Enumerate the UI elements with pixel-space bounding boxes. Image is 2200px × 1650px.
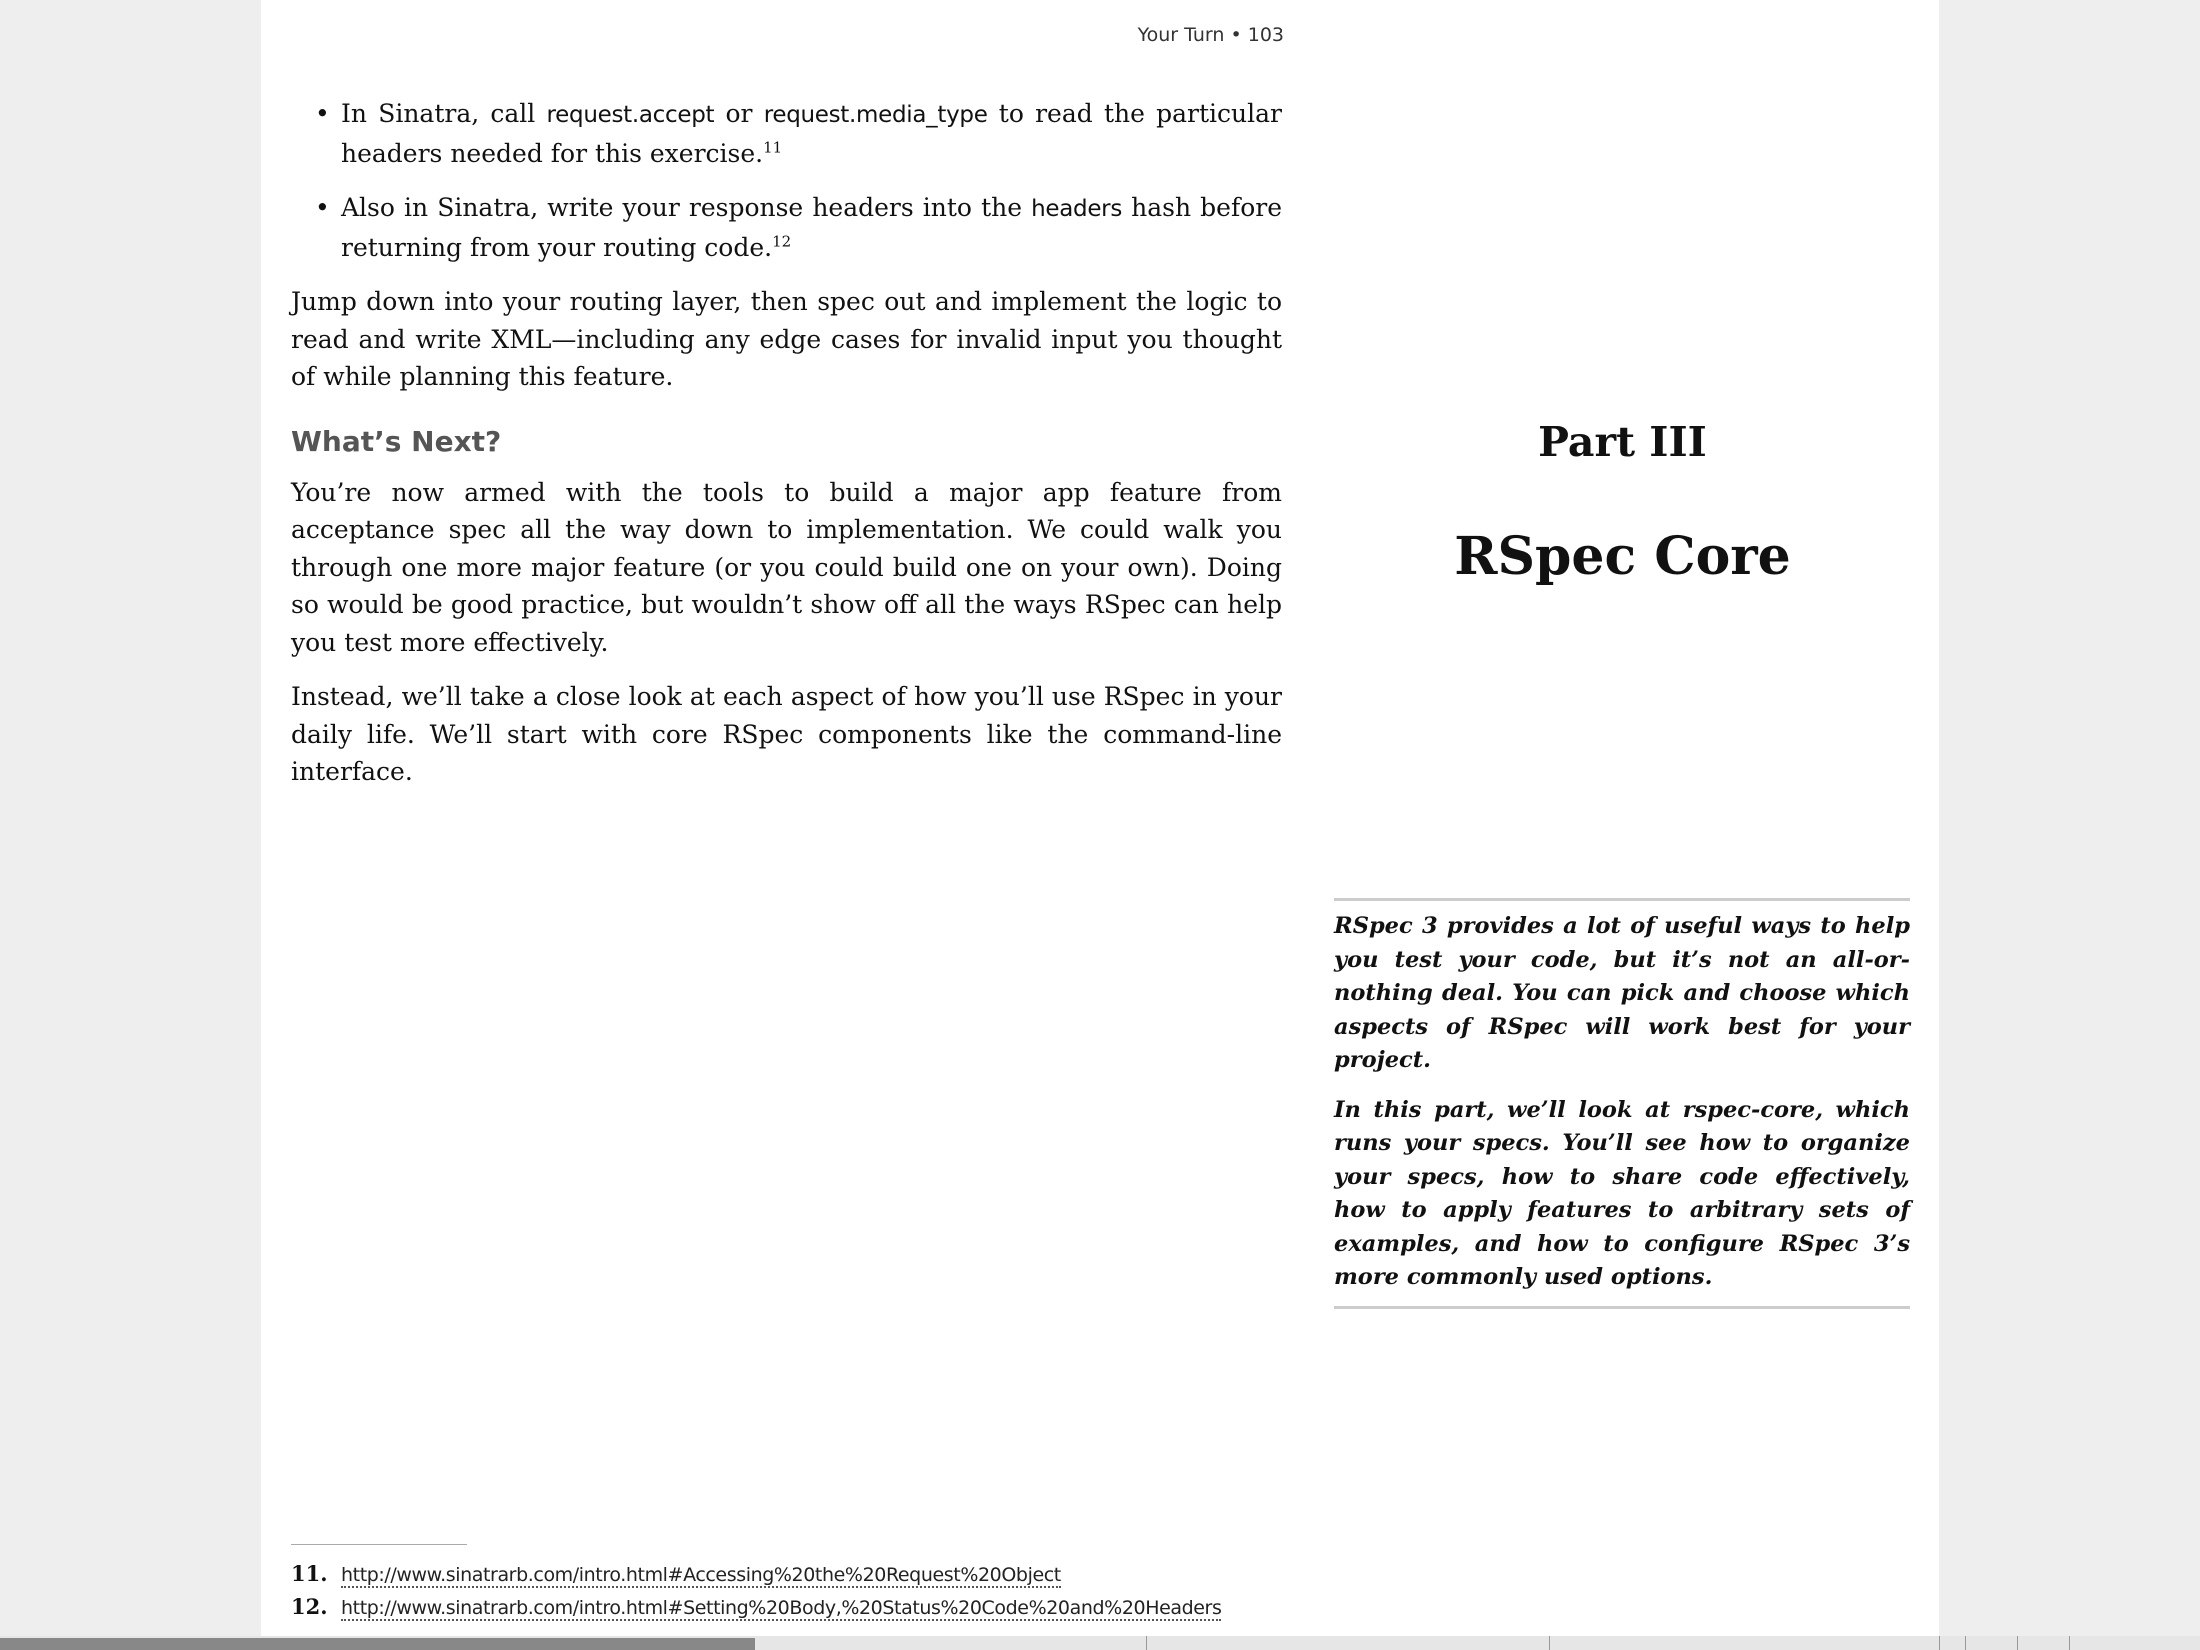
bullet-item (291, 189, 1282, 266)
scroll-tick-mark (2069, 1636, 2070, 1650)
intro-paragraph: RSpec 3 provides a lot of useful ways to help you test your code, but it’s not an all-or-nothing deal. You can pick and choose which aspects of RSpec will work best for your project. (1334, 913, 1910, 1073)
body-paragraph: You’re now armed with the tools to build a major app feature from acceptance spec all the way down to implementation. We could walk you through one more major feature (or you could build one on your own). Doing so would be good practice, but wouldn’t show off all the ways RSpec can help you test more effectively. (291, 477, 1282, 657)
bullet-dot-icon: • (315, 193, 330, 222)
bullet-text: to read the particular headers needed for this exercise. (341, 99, 1282, 168)
bullet-text: hash before returning from your routing code. (341, 193, 1282, 262)
footnote-number: 12. (291, 1594, 328, 1619)
footnote-number: 11. (291, 1561, 328, 1586)
footnote-link[interactable]: http://www.sinatrarb.com/intro.html#Accessing%20the%20Request%20Object (341, 1564, 1061, 1586)
footnote-ref[interactable]: 11 (763, 138, 783, 157)
bullet-dot-icon: • (315, 99, 330, 128)
intro-paragraph: In this part, we’ll look at rspec-core, which runs your specs. You’ll see how to organize your specs, how to share code effectively, how to apply features to arbitrary sets of examples, and how to configure RSpec 3’s more commonly used options. (1334, 1096, 1910, 1290)
scroll-tick-mark (1965, 1636, 1966, 1650)
part-title: RSpec Core (1454, 526, 1791, 587)
inline-code: request.media_type (763, 102, 988, 128)
footnote-item (291, 1591, 1491, 1624)
bullet-text: In Sinatra, call (341, 99, 547, 128)
part-label: Part III (1538, 418, 1707, 466)
scroll-tick-mark (1549, 1636, 1550, 1650)
left-page-body (291, 95, 1282, 808)
footnote-link[interactable]: http://www.sinatrarb.com/intro.html#Setting%20Body,%20Status%20Code%20and%20Headers (341, 1597, 1222, 1619)
scroll-tick-mark (1146, 1636, 1147, 1650)
body-paragraph: Instead, we’ll take a close look at each aspect of how you’ll use RSpec in your daily life. We’ll start with core RSpec components like the command-line interface. (291, 682, 1282, 786)
inline-code: request.accept (546, 102, 715, 128)
bullet-item (291, 95, 1282, 172)
part-intro-box (1334, 898, 1910, 1309)
bullet-list (291, 95, 1282, 266)
inline-code: headers (1031, 196, 1123, 222)
footnote-divider (291, 1544, 467, 1545)
scroll-tick-mark (1939, 1636, 1940, 1650)
running-header: Your Turn • 103 (1137, 24, 1284, 46)
bullet-text: or (714, 99, 764, 128)
footnote-item (291, 1558, 1491, 1591)
body-paragraph: Jump down into your routing layer, then spec out and implement the logic to read and write XML—including any edge cases for invalid input you thought of while planning this feature. (291, 287, 1282, 391)
scroll-tick-mark (2017, 1636, 2018, 1650)
footnotes (291, 1558, 1491, 1624)
scrollbar-thumb[interactable] (0, 1638, 755, 1650)
section-heading: What’s Next? (291, 424, 502, 458)
bullet-text: Also in Sinatra, write your response headers into the (341, 193, 1032, 222)
footnote-ref[interactable]: 12 (772, 232, 792, 251)
